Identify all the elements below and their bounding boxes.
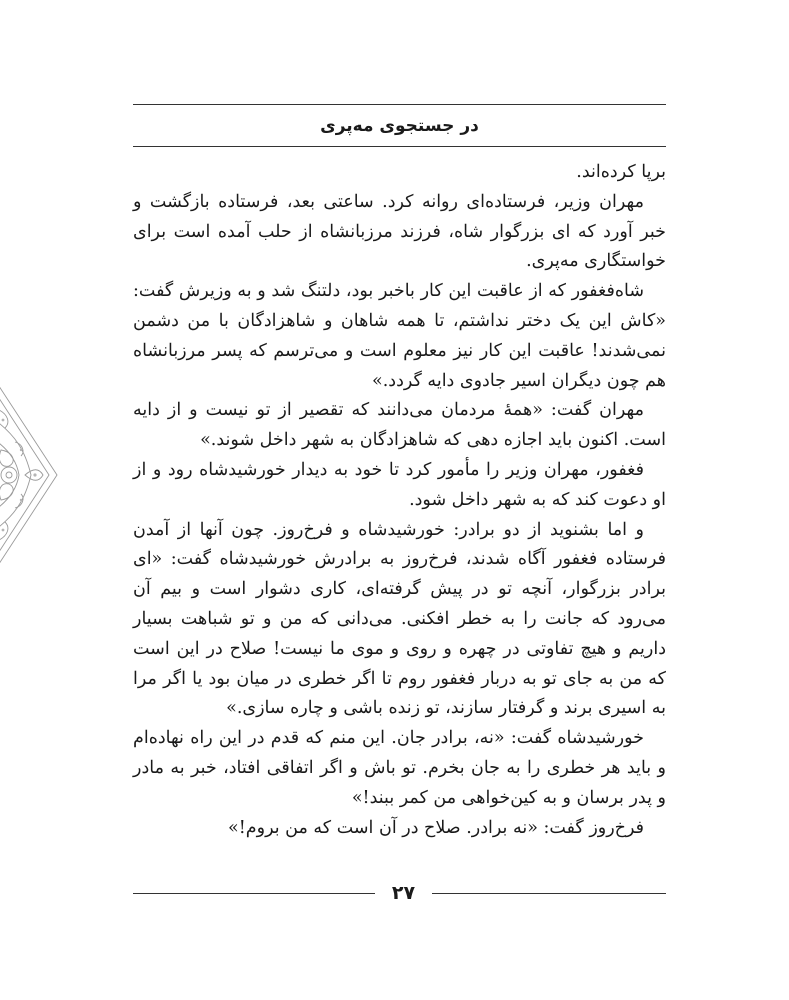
paragraph-7: فرخ‌روز گفت: «نه برادر. صلاح در آن است که من بروم!» [228,817,644,838]
paragraph-2: شاه‌فغفور که از عاقبت این کار باخبر بود، دلتنگ شد و به وزیرش گفت: «کاش این یک دختر نداشتم، تا همه شاهان و شاهزادگان با من دشمن نمی‌شدند! عاقبت این کار نیز معلوم است و می‌ترسم که پسر مرزبانشاه هم چون دیگران اسیر جادوی دایه گردد.» [133,281,666,391]
page-number: ۲۷ [391,882,416,904]
footer-rule-right [432,893,666,894]
body-text [133,158,666,843]
running-title: در جستجوی مه‌پری [320,116,479,136]
paragraph-1: مهران وزیر، فرستاده‌ای روانه کرد. ساعتی بعد، فرستاده بازگشت و خبر آورد که ای بزرگوار شاه، فرزند مرزبانشاه از حلب آمده است برای خواستگاری مه‌پری. [133,191,666,272]
header-bottom-rule [133,146,666,147]
paragraph-0: برپا کرده‌اند. [576,162,666,182]
header-top-rule [133,104,666,105]
floral-arabesque-ornament-icon [0,380,65,570]
footer-rule-left [133,893,375,894]
paragraph-5: و اما بشنوید از دو برادر: خورشیدشاه و فرخ‌روز. چون آنها از آمدن فرستاده فغفور آگاه شدند، فرخ‌روز به برادرش خورشیدشاه گفت: «ای برادر بزرگوار، آنچه تو در پیش گرفته‌ای، کاری دشوار است و بیم آن می‌رود که جانت را به خطر افکنی. می‌دانی که من و تو شباهت بسیار داریم و هیچ تفاوتی در چهره و روی و موی ما نیست! صلاح در این است که من به جای تو به دربار فغفور روم تا اگر خطری در میان بود یا اگر مرا به اسیری برند و گرفتار سازند، تو زنده باشی و چاره سازی.» [133,519,666,719]
paragraph-6: خورشیدشاه گفت: «نه، برادر جان. این منم که قدم در این راه نهاده‌ام و باید هر خطری را به جان بخرم. تو باش و اگر اتفاقی افتاد، خبر به مادر و پدر برسان و به کین‌خواهی من کمر ببند!» [133,728,666,808]
paragraph-4: فغفور، مهران وزیر را مأمور کرد تا خود به دیدار خورشیدشاه رود و از او دعوت کند که به شهر داخل شود. [133,459,666,510]
paragraph-3: مهران گفت: «همهٔ مردمان می‌دانند که تقصیر از تو نیست و از دایه است. اکنون باید اجازه دهی که شاهزادگان به شهر داخل شوند.» [133,400,666,451]
